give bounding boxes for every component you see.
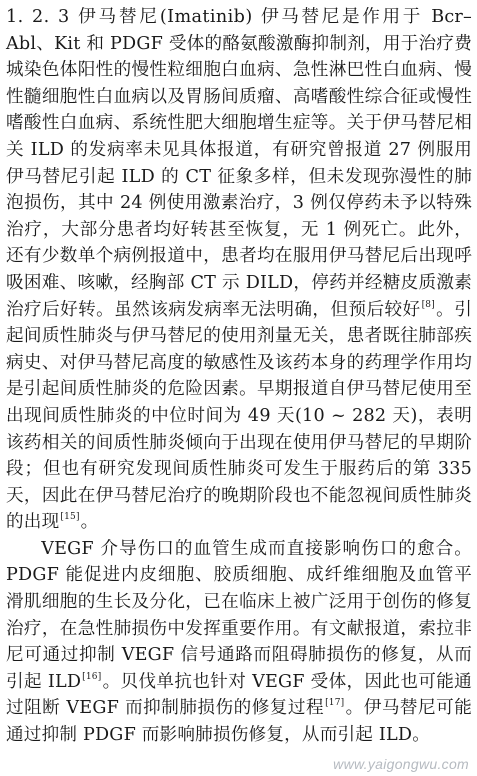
paragraph-text: 。伊马替尼可能通过抑制 PDGF 而影响肺损伤修复，从而引起 ILD。 (6, 698, 472, 746)
section-heading: 1. 2. 3 伊马替尼(Imatinib) (6, 7, 253, 27)
citation-ref: [17] (325, 698, 345, 709)
citation-ref: [16] (82, 671, 102, 682)
paragraph-text: 。贝伐单抗也针对 VEGF 受体，因此也可能通过阻断 VEGF 而抑制肺损伤的修复过程 (6, 671, 472, 719)
paragraph-text: 伊马替尼是作用于 Bcr–Abl、Kit 和 PDGF 受体的酪氨酸激酶抑制剂，用于治疗费城染色体阳性的慢性粒细胞白血病、急性淋巴性白血病、慢性髓细胞性白血病以及胃肠间质瘤、高嗜酸性综合征或慢性嗜酸性白血病、系统性肥大细胞增生症等。关于伊马替尼相关 ILD 的发病率未见具体报道，有研究曾报道 27 例服用伊马替尼引起 ILD 的 CT 征象多样，但未发现弥漫性的肺泡损伤，其中 24 例使用激素治疗，3 例仅停药未予以特殊治疗，大部分患者均好转甚至恢复，无 1 例死亡。此外，还有少数单个病例报道中，患者均在服用伊马替尼后出现呼吸困难、咳嗽，经胸部 CT 示 DILD，停药并经糖皮质激素治疗后好转。虽然该病发病率无法明确，但预后较好 (6, 7, 472, 320)
watermark: www.yaigongwu.com (333, 756, 469, 772)
citation-ref: [8] (421, 299, 435, 310)
paragraph-vegf-pdgf (6, 536, 472, 749)
document-page (6, 4, 472, 772)
paragraph-imatinib (6, 4, 472, 536)
paragraph-text: VEGF 介导伤口的血管生成而直接影响伤口的愈合。PDGF 能促进内皮细胞、胶质细胞、成纤维细胞及血管平滑肌细胞的生长及分化，已在临床上被广泛用于创伤的修复治疗，在急性肺损伤中发挥重要作用。有文献报道，索拉非尼可通过抑制 VEGF 信号通路而阻碍肺损伤的修复，从而引起 ILD (6, 538, 472, 692)
paragraph-text: 。 (80, 512, 99, 533)
citation-ref: [15] (60, 512, 80, 523)
paragraph-text: 。引起间质性肺炎与伊马替尼的使用剂量无关，患者既往肺部疾病史、对伊马替尼高度的敏感性及该药本身的药理学作用均是引起间质性肺炎的危险因素。早期报道自伊马替尼使用至出现间质性肺炎的中位时间为 49 天(10 ~ 282 天)，表明该药相关的间质性肺炎倾向于出现在使用伊马替尼的早期阶段；但也有研究发现间质性肺炎可发生于服药后的第 335 天，因此在伊马替尼治疗的晚期阶段也不能忽视间质性肺炎的出现 (6, 299, 472, 533)
